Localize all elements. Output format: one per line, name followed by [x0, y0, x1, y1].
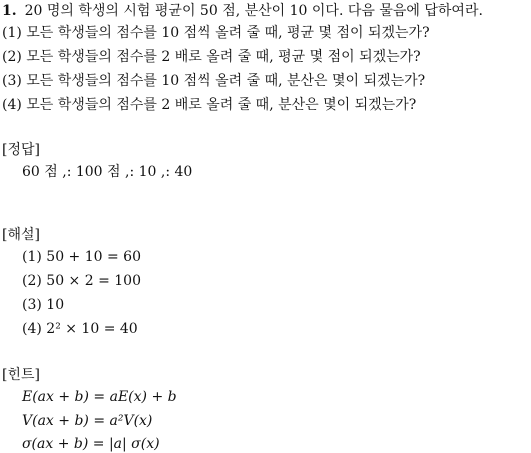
hint-formula-expectation: E(ax + b) = aE(x) + b [22, 389, 177, 405]
answer-text: 60 점 ,: 100 점 ,: 10 ,: 40 [22, 164, 193, 180]
question-item-3: (3) 모든 학생들의 점수를 10 점씩 올려 줄 때, 분산은 몇이 되겠는가? [2, 73, 426, 89]
question-item-4: (4) 모든 학생들의 점수를 2 배로 올려 줄 때, 분산은 몇이 되겠는가? [2, 97, 417, 113]
question-number: 1. [2, 3, 17, 19]
question-text: 20 명의 학생의 시험 평균이 50 점, 분산이 10 이다. 다음 물음에 답하여라. [24, 3, 483, 19]
explanation-heading: [해설] [2, 227, 40, 243]
explanation-line-2: (2) 50 × 2 = 100 [22, 273, 141, 289]
hint-formula-variance: V(ax + b) = a²V(x) [22, 413, 153, 429]
question-item-2: (2) 모든 학생들의 점수를 2 배로 올려 줄 때, 평균 몇 점이 되겠는가? [2, 49, 421, 65]
question-stem [2, 2, 483, 20]
hint-formula-std-dev: σ(ax + b) = |a| σ(x) [22, 436, 160, 452]
explanation-line-4: (4) 2² × 10 = 40 [22, 321, 138, 337]
question-item-1: (1) 모든 학생들의 점수를 10 점씩 올려 줄 때, 평균 몇 점이 되겠는가? [2, 25, 430, 41]
explanation-line-3: (3) 10 [22, 297, 65, 313]
hint-heading: [힌트] [2, 367, 40, 383]
explanation-line-1: (1) 50 + 10 = 60 [22, 249, 141, 265]
answer-heading: [정답] [2, 142, 40, 158]
